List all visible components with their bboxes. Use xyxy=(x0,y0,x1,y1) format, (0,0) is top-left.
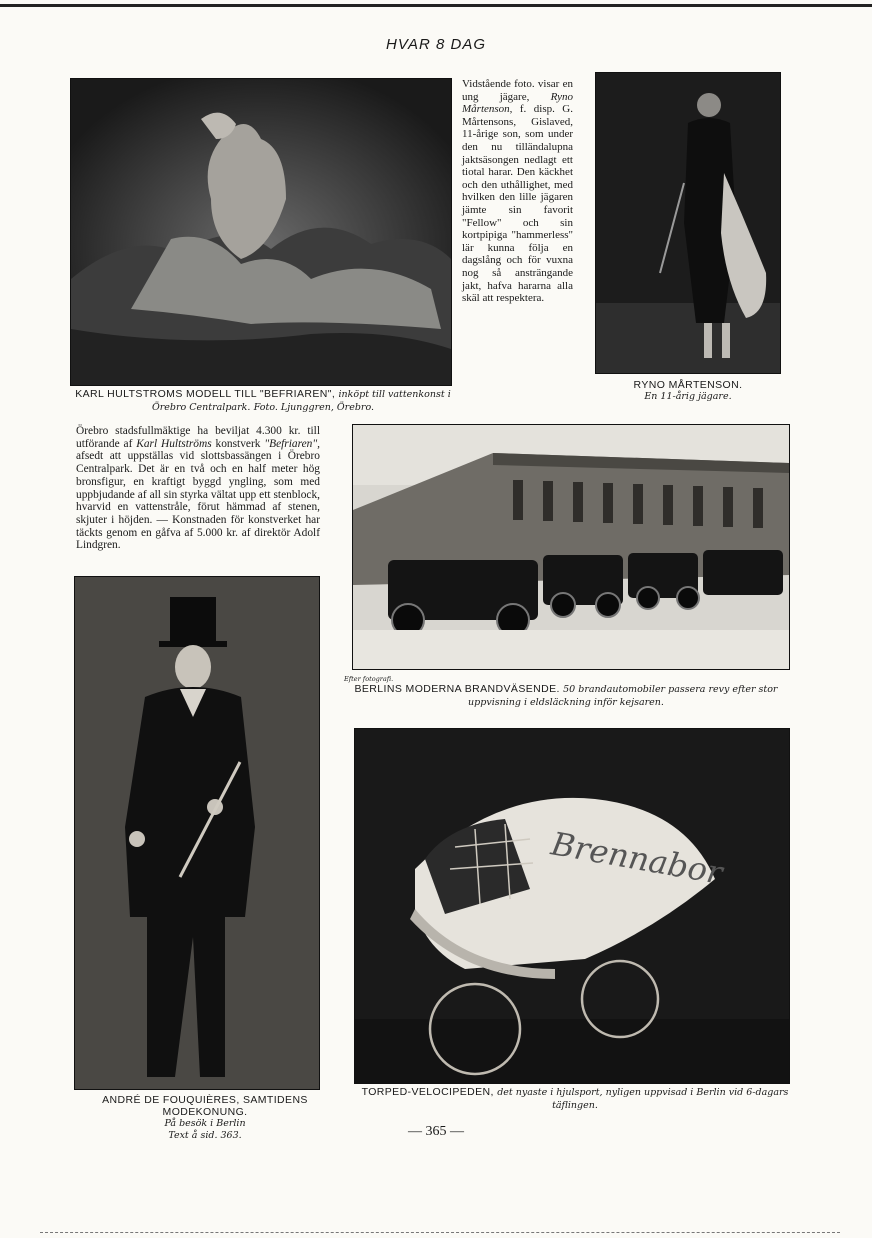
befriaren-text-1: Örebro stadsfullmäktige ha beviljat 4.300 kr. till utförande af xyxy=(76,425,320,450)
sculpture-photo xyxy=(70,78,452,386)
befriaren-text-2: konstverk xyxy=(215,437,261,450)
sculpture-caption xyxy=(70,388,456,414)
hunter-caption xyxy=(598,379,778,403)
torped-velociped-photo xyxy=(354,728,790,1084)
befriaren-article xyxy=(76,425,320,552)
work-title: "Befriaren", xyxy=(264,437,320,450)
torped-caption-text: det nyaste i hjulsport, nyligen uppvisad i Berlin vid 6-dagars täflingen. xyxy=(497,1087,789,1111)
sculpture-caption-text: inköpt till vattenkonst i Örebro Centralpark. xyxy=(151,389,451,413)
fire-brigade-photo xyxy=(352,424,790,670)
sculpture-photo-credit: Foto. Ljunggren, Örebro. xyxy=(253,402,375,413)
hunter-rest: f. disp. G. Mårtensons, Gislaved, 11-årige son, som under den nu tilländalupna jaktsäsongen nedlagt ett tiotal harar. Den käckhet och den uthållighet, med hvilken den lille jägaren jämte sin favorit "Fellow" och sin kortpipiga "hammerless" lär kunna följa en dagslång och för vuxna nog så ansträngande jakt, hafva hararna alla skäl att respektera. xyxy=(462,103,574,305)
andre-photo xyxy=(74,576,320,1090)
andre-caption-title: ANDRÉ DE FOUQUIÈRES, SAMTIDENS MODEKONUNG. xyxy=(102,1094,308,1118)
fire-caption-title: BERLINS MODERNA BRANDVÄSENDE. xyxy=(354,683,560,695)
hunter-caption-title: RYNO MÅRTENSON. xyxy=(633,379,743,391)
sculpture-caption-title: KARL HULTSTROMS MODELL TILL "BEFRIAREN", xyxy=(75,388,336,400)
fire-photo-credit: Efter fotografi. xyxy=(344,675,394,683)
hunter-caption-text: En 11-årig jägare. xyxy=(644,391,732,402)
brennabor-logo-text: Brennabor xyxy=(548,824,726,892)
befriaren-text-3: afsedt att uppställas vid slottsbassängen i Örebro Centralpark. Det är en två och en half meter hög bronsfigur, en kraftigt byggd yngling, som med uppbjudande af all sin styrka vältat upp ett stenblock, hvarvid en vattenstråle, förut hämmad af stenen, skjuter i höjden. — Konstnaden för konstverket har täckts genom en gåfva af 5.000 kr. af direktör Adolf Lindgren. xyxy=(76,450,320,552)
andre-caption-text: På besök i Berlin xyxy=(164,1118,246,1129)
hunter-photo xyxy=(595,72,781,374)
bottom-rule xyxy=(40,1232,840,1234)
page-number: — 365 — xyxy=(408,1124,464,1139)
hunter-article xyxy=(462,78,573,305)
hunter-name: Ryno Mårtenson, xyxy=(462,90,573,116)
top-rule xyxy=(0,4,872,7)
torped-caption xyxy=(346,1086,804,1112)
torped-caption-title: TORPED-VELOCIPEDEN, xyxy=(361,1086,494,1098)
page-header: HVAR 8 DAG xyxy=(385,36,487,53)
fire-brigade-caption xyxy=(340,683,792,709)
andre-text-ref: Text å sid. 363. xyxy=(168,1130,242,1141)
fire-caption-text: 50 brandautomobiler passera revy efter stor uppvisning i eldsläckning inför kejsaren. xyxy=(468,684,778,708)
hunter-intro: Vidstående foto. visar en ung jägare, xyxy=(462,78,573,103)
artist-name: Karl Hultströms xyxy=(136,437,212,450)
